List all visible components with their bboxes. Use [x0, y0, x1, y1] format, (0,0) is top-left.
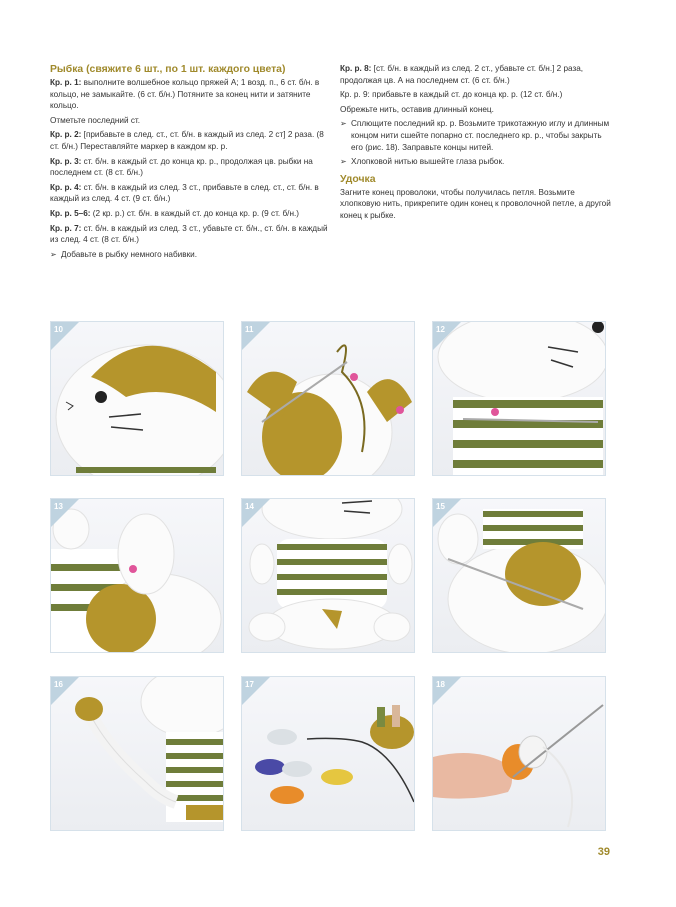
bullet-arrow-icon: ➢ — [340, 157, 347, 167]
photo-number: 16 — [54, 680, 63, 689]
photo-18 — [432, 676, 606, 831]
row-2-text: Кр. р. 2: [прибавьте в след. ст., ст. б/н. в каждый из след. 2 ст] 2 раза. (8 ст. б/н.) Переставляйте маркер в каждом кр. р. — [50, 130, 324, 151]
page-number: 39 — [597, 846, 610, 858]
photo-number: 10 — [54, 325, 63, 334]
photo-11 — [241, 321, 415, 476]
bullet-arrow-icon: ➢ — [50, 249, 57, 259]
photo-number: 14 — [245, 502, 254, 511]
fishing-rod-text: Загните конец проволоки, чтобы получилась петля. Возьмите хлопковую нить, прикрепите один конец к проволочной петле, а другой конец к рыбке. — [340, 187, 611, 220]
photo-number: 11 — [245, 325, 254, 334]
bullet-arrow-icon: ➢ — [340, 119, 347, 129]
photo-16 — [50, 676, 224, 831]
instructions-right-column — [340, 63, 615, 225]
flatten-bullet: ➢ Сплющите последний кр. р. Возьмите трикотажную иглу и длинным концом нити сшейте попарно ст. последнего кр. р., чтобы закрыть его (рис. 18). Заправьте концы нитей. — [340, 119, 610, 152]
mark-stitch-text: Отметьте последний ст. — [50, 115, 141, 125]
row-9-text: Кр. р. 9: прибавьте в каждый ст. до конца кр. р. (12 ст. б/н.) — [340, 90, 563, 100]
fishing-rod-heading: Удочка — [340, 173, 376, 185]
photo-number: 15 — [436, 502, 445, 511]
row-7-text: Кр. р. 7: ст. б/н. в каждый из след. 3 ст., убавьте ст. б/н., ст. б/н. в каждый из след. 4 ст. (8 ст. б/н.) — [50, 223, 328, 245]
photo-number: 18 — [436, 680, 445, 689]
instructions-left-column — [50, 63, 330, 263]
photo-10 — [50, 321, 224, 476]
photo-number: 13 — [54, 502, 63, 511]
row-3-text: Кр. р. 3: ст. б/н. в каждый ст. до конца кр. р., продолжая цв. рыбки на последнем ст. (8 ст. б/н.) — [50, 156, 313, 178]
photo-17 — [241, 676, 415, 831]
row-4-text: Кр. р. 4: ст. б/н. в каждый из след. 3 ст., прибавьте в след. ст., ст. б/н. в каждый из след. 4 ст. (9 ст. б/н.) — [50, 182, 319, 204]
photo-number: 17 — [245, 680, 254, 689]
photo-number: 12 — [436, 325, 445, 334]
photo-15 — [432, 498, 606, 653]
photo-14 — [241, 498, 415, 653]
row-1-text: Кр. р. 1: выполните волшебное кольцо пряжей А; 1 возд. п., 6 ст. б/н. в кольцо, не замыкайте. (6 ст. б/н.) Потяните за конец нити и затяните кольцо. — [50, 78, 320, 111]
photo-13 — [50, 498, 224, 653]
row-5-6-text: Кр. р. 5–6: (2 кр. р.) ст. б/н. в каждый ст. до конца кр. р. (9 ст. б/н.) — [50, 208, 299, 218]
fish-heading: Рыбка (свяжите 6 шт., по 1 шт. каждого цвета) — [50, 64, 286, 75]
cut-yarn-text: Обрежьте нить, оставив длинный конец. — [340, 104, 494, 114]
photo-12 — [432, 321, 606, 476]
stuffing-bullet: ➢ Добавьте в рыбку немного набивки. — [50, 249, 198, 259]
row-8-text: Кр. р. 8: [ст. б/н. в каждый из след. 2 ст., убавьте ст. б/н.] 2 раза, продолжая цв. А на последнем ст. (6 ст. б/н.) — [340, 64, 584, 85]
eyes-bullet: ➢ Хлопковой нитью вышейте глаза рыбок. — [340, 157, 505, 167]
